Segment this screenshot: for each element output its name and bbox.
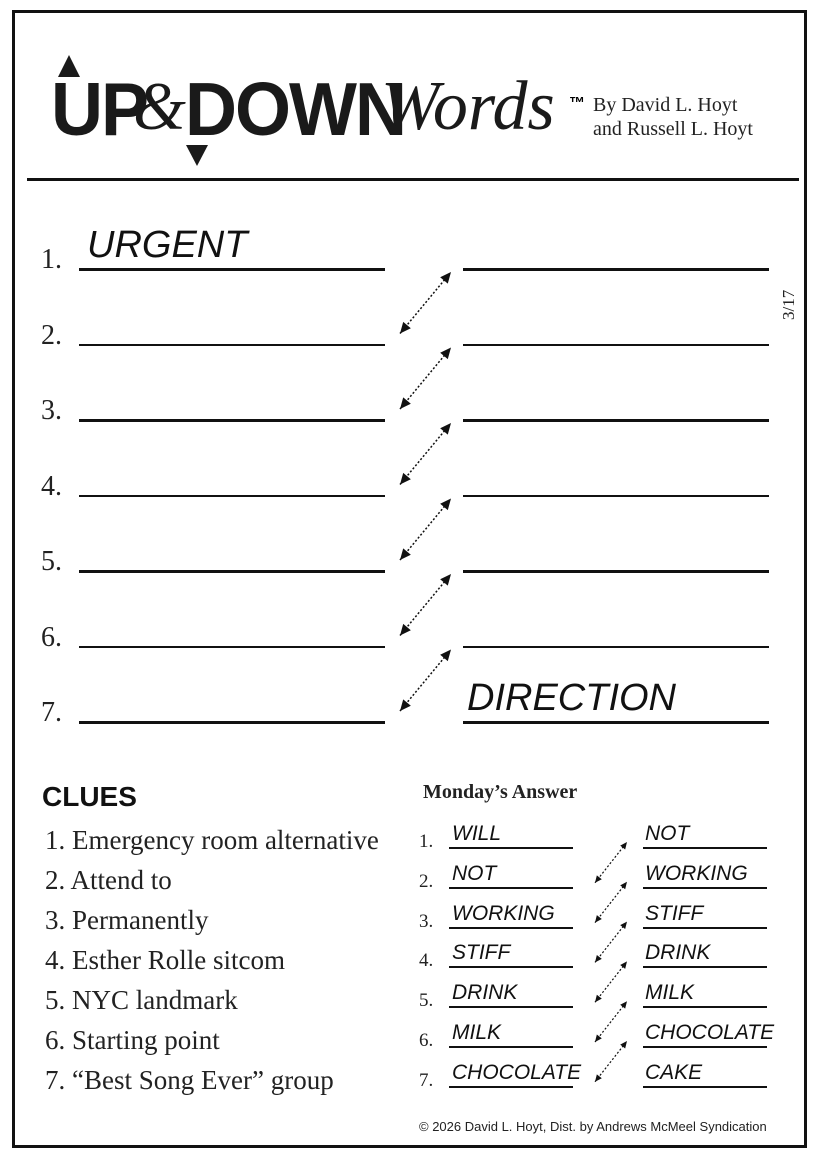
answer-left-word: DRINK xyxy=(452,981,518,1005)
logo-words: Words xyxy=(381,68,555,145)
answer-left-word: STIFF xyxy=(452,941,511,965)
row-number: 3. xyxy=(41,395,62,426)
clue-item: 5. NYC landmark xyxy=(45,985,238,1015)
double-arrow-icon xyxy=(595,922,627,963)
answer-left-word: CHOCOLATE xyxy=(452,1060,582,1084)
clue-item: 3. Permanently xyxy=(45,905,209,935)
answer-right-word: CHOCOLATE xyxy=(645,1021,775,1044)
row-number: 7. xyxy=(41,697,62,728)
clue-item: 2. Attend to xyxy=(45,865,172,895)
left-answer-word: URGENT xyxy=(87,224,248,266)
clue-item: 6. Starting point xyxy=(45,1025,220,1055)
row-number: 4. xyxy=(41,470,62,502)
answer-number: 3. xyxy=(419,910,434,932)
clue-item: 7. “Best Song Ever” group xyxy=(45,1065,334,1095)
row-number: 6. xyxy=(41,621,62,653)
double-arrow-icon xyxy=(400,272,451,334)
answer-right-word: MILK xyxy=(645,981,695,1005)
logo-up: UP xyxy=(51,68,148,152)
row-number: 1. xyxy=(41,244,62,275)
double-arrow-icon xyxy=(400,348,451,410)
clues-heading: CLUES xyxy=(42,781,137,812)
double-arrow-icon xyxy=(400,499,451,561)
double-arrow-icon xyxy=(400,574,451,636)
double-arrow-icon xyxy=(400,650,451,712)
answer-right-word: WORKING xyxy=(645,861,748,885)
clue-item: 4. Esther Rolle sitcom xyxy=(45,945,285,975)
double-arrow-icon xyxy=(595,882,627,923)
double-arrow-icon xyxy=(400,423,451,485)
logo-trademark: ™ xyxy=(569,95,585,112)
answer-left-word: WILL xyxy=(452,822,502,845)
answer-right-word: DRINK xyxy=(645,941,711,965)
double-arrow-icon xyxy=(595,961,627,1002)
answer-number: 6. xyxy=(419,1030,434,1051)
double-arrow-icon xyxy=(595,842,627,883)
answer-number: 2. xyxy=(419,870,434,892)
row-number: 5. xyxy=(41,546,62,577)
answer-right-word: NOT xyxy=(645,822,690,845)
byline-line-2: and Russell L. Hoyt xyxy=(593,118,753,140)
answer-number: 5. xyxy=(419,990,434,1012)
ladder-arrows xyxy=(15,13,804,1145)
answer-left-word: WORKING xyxy=(452,901,555,925)
answer-number: 7. xyxy=(419,1069,434,1091)
double-arrow-icon xyxy=(595,1041,627,1082)
answer-heading: Monday’s Answer xyxy=(423,781,578,803)
puzzle-frame xyxy=(12,10,807,1148)
answer-left-word: NOT xyxy=(452,861,497,885)
answer-left-word: MILK xyxy=(452,1021,502,1044)
answer-right-word: STIFF xyxy=(645,901,704,925)
copyright: © 2026 David L. Hoyt, Dist. by Andrews McMeel Syndication xyxy=(419,1119,767,1134)
logo-ampersand: & xyxy=(133,68,186,144)
answer-right-word: CAKE xyxy=(645,1060,703,1084)
row-number: 2. xyxy=(41,319,62,351)
clue-item: 1. Emergency room alternative xyxy=(45,825,379,855)
logo-down: DOWN xyxy=(185,68,405,152)
puzzle-date: 3/17 xyxy=(779,289,798,320)
double-arrow-icon xyxy=(595,1001,627,1042)
answer-number: 1. xyxy=(419,831,434,852)
right-answer-word: DIRECTION xyxy=(467,677,676,719)
answer-number: 4. xyxy=(419,950,434,972)
byline-line-1: By David L. Hoyt xyxy=(593,94,738,116)
